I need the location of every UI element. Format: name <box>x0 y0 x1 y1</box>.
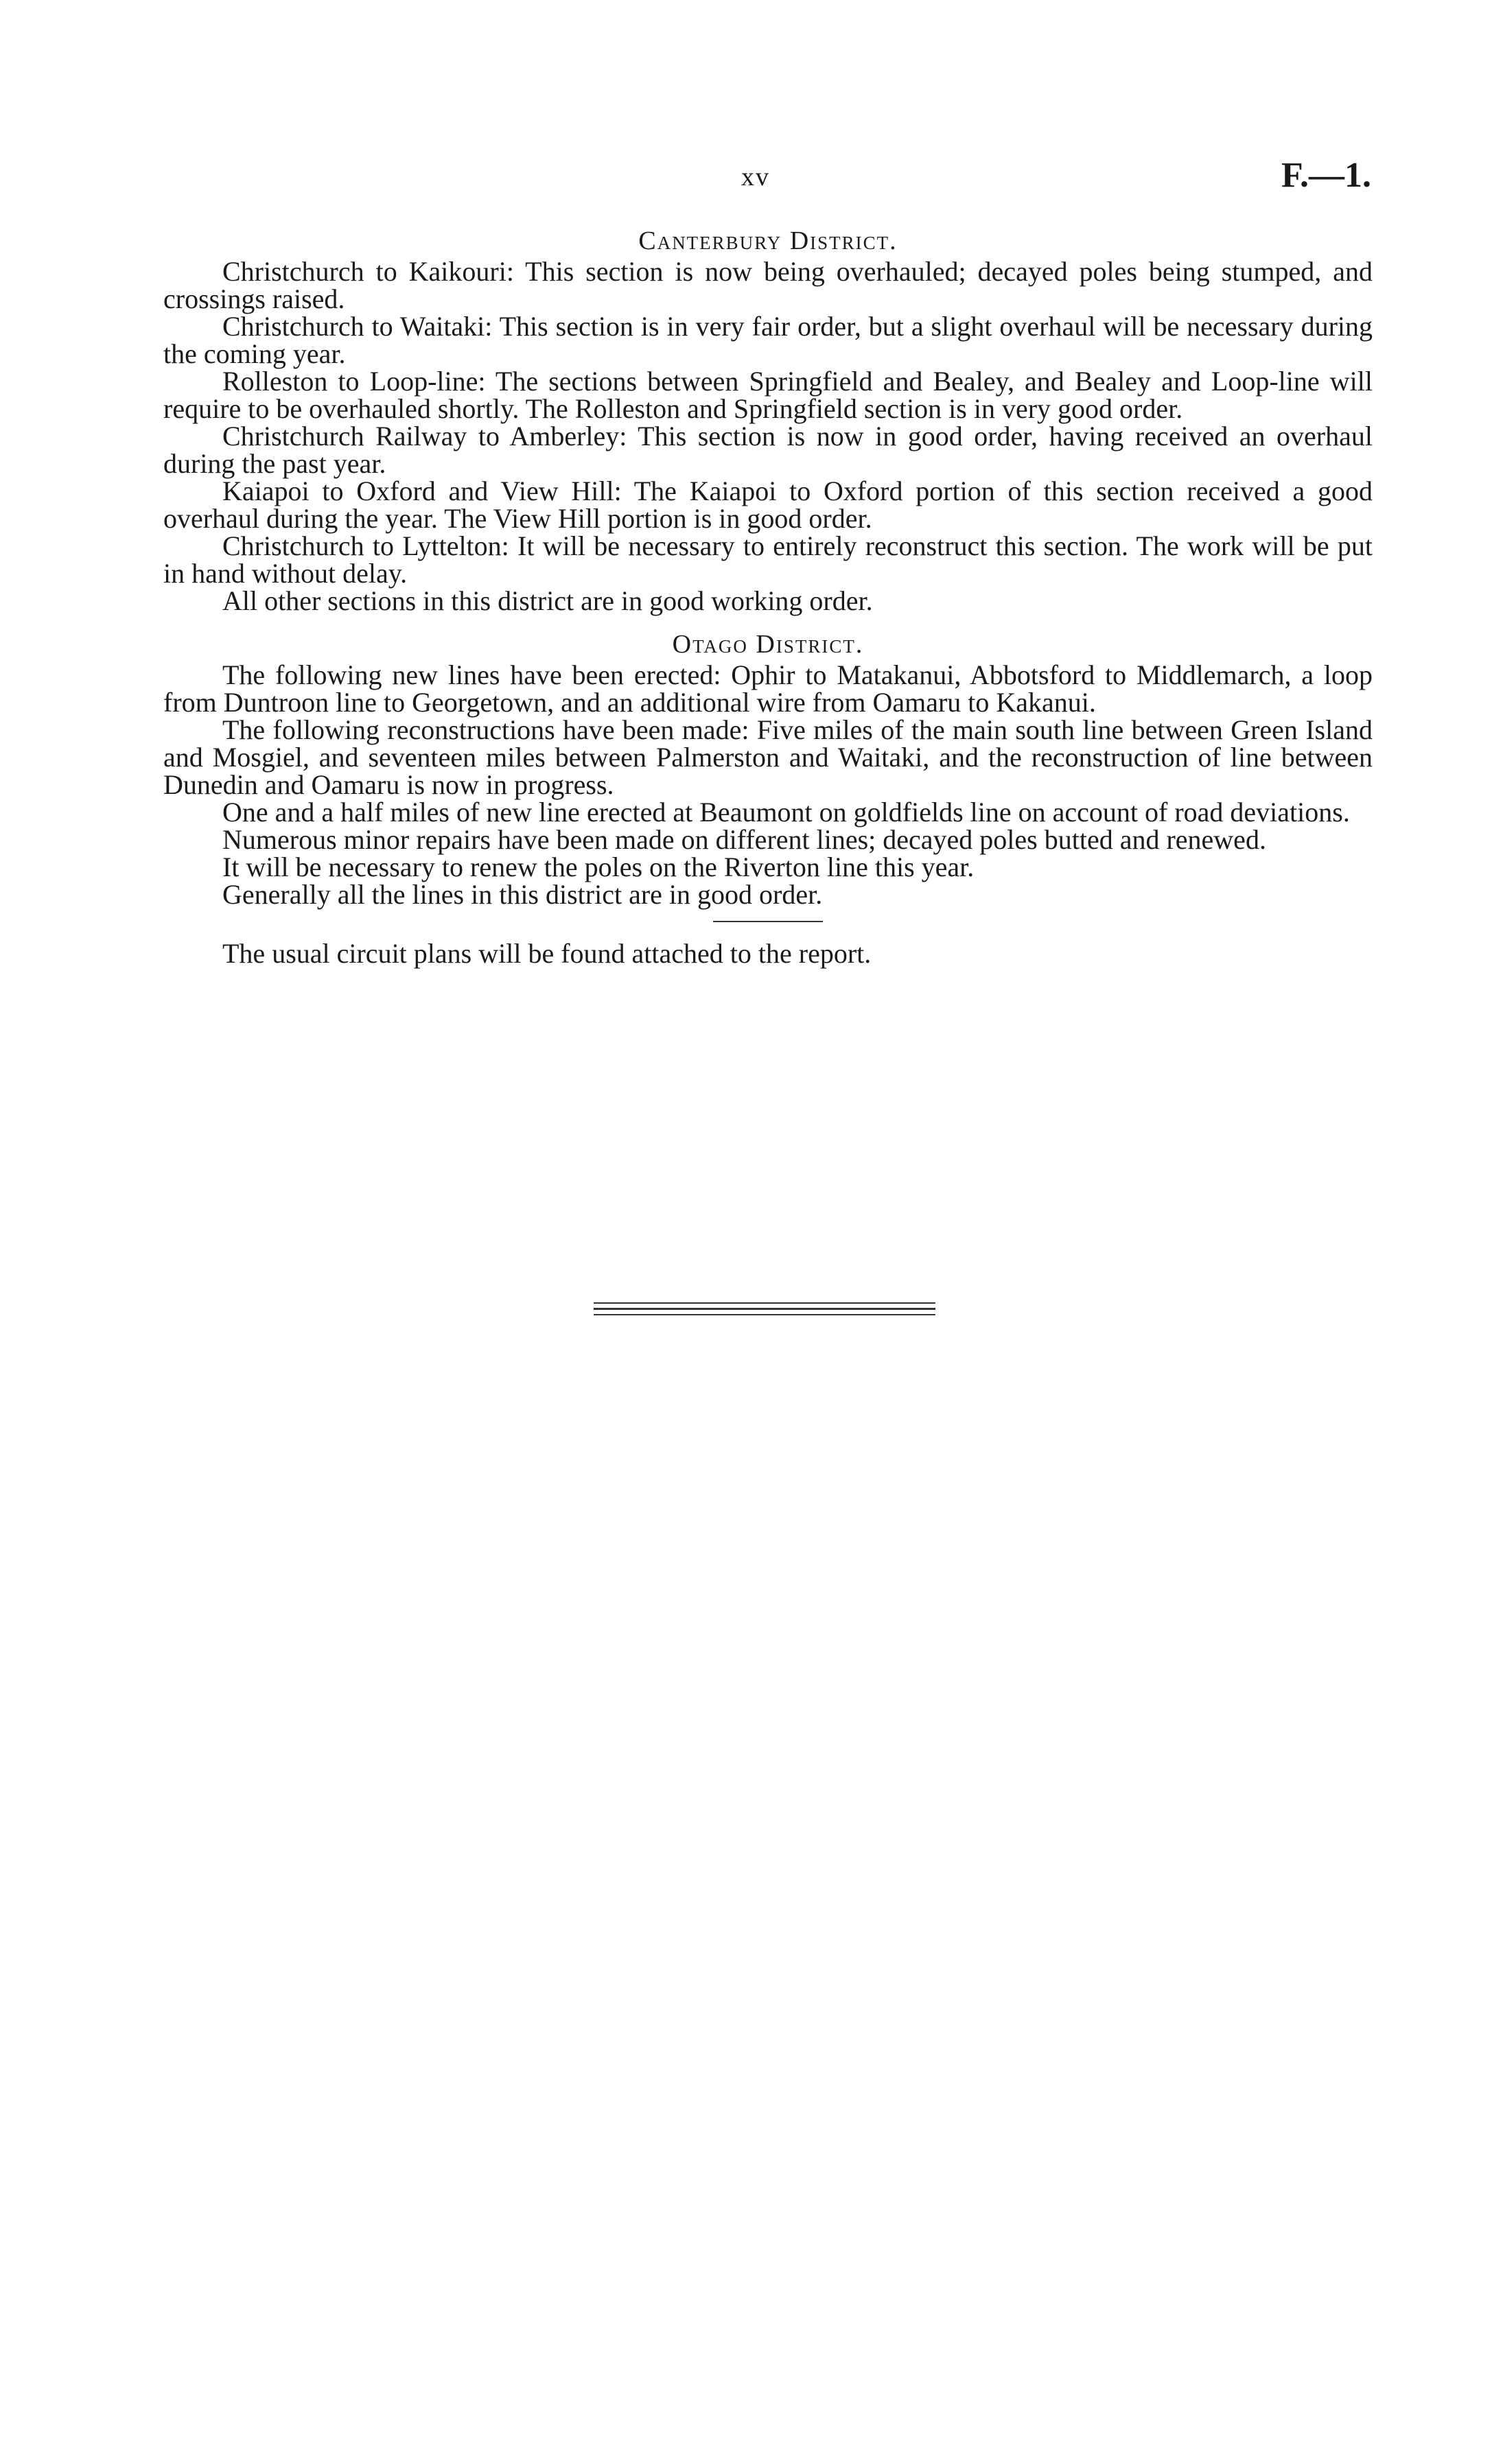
paragraph: Christchurch Railway to Amberley: This section is now in good order, having received an overhaul during the past year. <box>163 421 1373 479</box>
page-number: xv <box>741 163 770 191</box>
closing-paragraph: The usual circuit plans will be found attached to the report. <box>222 938 872 969</box>
paragraph: The following new lines have been erected: Ophir to Matakanui, Abbotsford to Middlemarch, a loop from Duntroon line to Georgetown, and an additional wire from Oamaru to Kakanui. <box>163 659 1373 718</box>
paragraph: Christchurch to Kaikouri: This section is now being overhauled; decayed poles being stumped, and crossings raised. <box>163 256 1373 314</box>
paragraph: Generally all the lines in this district are in good order. <box>222 879 823 910</box>
section-heading-canterbury: Canterbury District. <box>638 226 898 255</box>
section-heading-otago: Otago District. <box>672 630 864 659</box>
report-body <box>163 224 1373 967</box>
paragraph: One and a half miles of new line erected at Beaumont on goldfields line on account of road deviations. <box>222 797 1350 828</box>
document-reference: F.—1. <box>1281 156 1371 195</box>
paragraph: All other sections in this district are in good working order. <box>222 585 873 616</box>
paragraph: Rolleston to Loop-line: The sections between Springfield and Bealey, and Bealey and Loop-line will require to be overhauled shortly. The Rolleston and Springfield section is in very good order. <box>163 366 1373 424</box>
section-divider <box>713 921 823 922</box>
paragraph: Kaiapoi to Oxford and View Hill: The Kaiapoi to Oxford portion of this section received a good overhaul during the year. The View Hill portion is in good order. <box>163 476 1373 534</box>
end-of-report-rule <box>594 1302 935 1315</box>
paragraph: Christchurch to Lyttelton: It will be necessary to entirely reconstruct this section. The work will be put in hand without delay. <box>163 530 1373 589</box>
paragraph: Numerous minor repairs have been made on different lines; decayed poles butted and renewed. <box>222 824 1266 855</box>
paragraph: Christchurch to Waitaki: This section is in very fair order, but a slight overhaul will be necessary during the coming year. <box>163 311 1373 369</box>
paragraph: It will be necessary to renew the poles on the Riverton line this year. <box>222 852 975 882</box>
paragraph: The following reconstructions have been made: Five miles of the main south line between Green Island and Mosgiel, and seventeen miles between Palmerston and Waitaki, and the reconstruction of line between Dunedin and Oamaru is now in progress. <box>163 714 1373 800</box>
